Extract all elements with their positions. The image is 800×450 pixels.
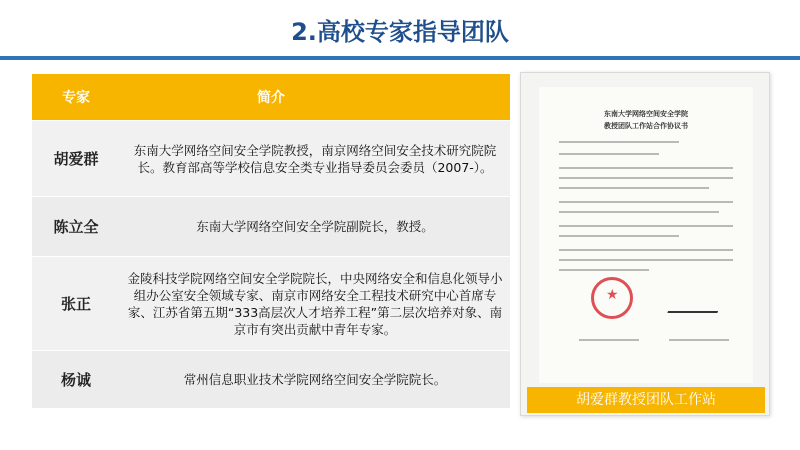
expert-name: 张正	[60, 295, 91, 313]
doc-date-line	[579, 339, 639, 341]
photo-caption: 胡爱群教授团队工作站	[527, 387, 765, 413]
signature-mark	[667, 293, 724, 313]
document-subheading: 教授团队工作站合作协议书	[604, 122, 688, 130]
table-row	[32, 120, 510, 196]
header-expert: 专家	[62, 90, 90, 106]
doc-text-line	[559, 235, 679, 237]
table-row	[32, 256, 510, 350]
table-row	[32, 350, 510, 408]
doc-text-line	[559, 225, 733, 227]
doc-text-line	[559, 201, 733, 203]
expert-intro: 东南大学网络空间安全学院教授，南京网络空间安全技术研究院院长。教育部高等学校信息安全类专业指导委员会委员（2007-）。	[133, 142, 497, 175]
title-divider	[0, 56, 800, 60]
expert-name: 杨诚	[60, 371, 91, 389]
expert-intro: 常州信息职业技术学院网络空间安全学院院长。	[183, 372, 447, 387]
doc-text-line	[559, 153, 659, 155]
doc-date-line	[669, 339, 729, 341]
doc-text-line	[559, 211, 719, 213]
document-heading: 东南大学网络空间安全学院	[604, 110, 688, 118]
header-intro: 简介	[257, 90, 285, 106]
expert-table	[32, 74, 510, 412]
doc-text-line	[559, 177, 733, 179]
doc-text-line	[559, 249, 733, 251]
table-row	[32, 196, 510, 256]
page-title: 2.高校专家指导团队	[291, 18, 509, 46]
doc-text-line	[559, 141, 679, 143]
doc-text-line	[559, 187, 709, 189]
agreement-photo	[520, 72, 770, 416]
expert-intro: 东南大学网络空间安全学院副院长，教授。	[196, 219, 434, 234]
doc-text-line	[559, 269, 649, 271]
expert-intro: 金陵科技学院网络空间安全学院院长，中央网络安全和信息化领导小组办公室安全领域专家、南京市网络安全工程技术研究中心首席专家、江苏省第五期“333高层次人才培养工程”第二层次培养对象、南京市有突出贡献中青年专家。	[127, 270, 503, 337]
doc-text-line	[559, 167, 733, 169]
expert-name: 胡爱群	[53, 150, 99, 168]
doc-text-line	[559, 259, 733, 261]
red-seal-stamp	[591, 277, 633, 319]
table-header	[32, 74, 510, 120]
expert-name: 陈立全	[53, 218, 99, 236]
agreement-document	[539, 87, 753, 383]
